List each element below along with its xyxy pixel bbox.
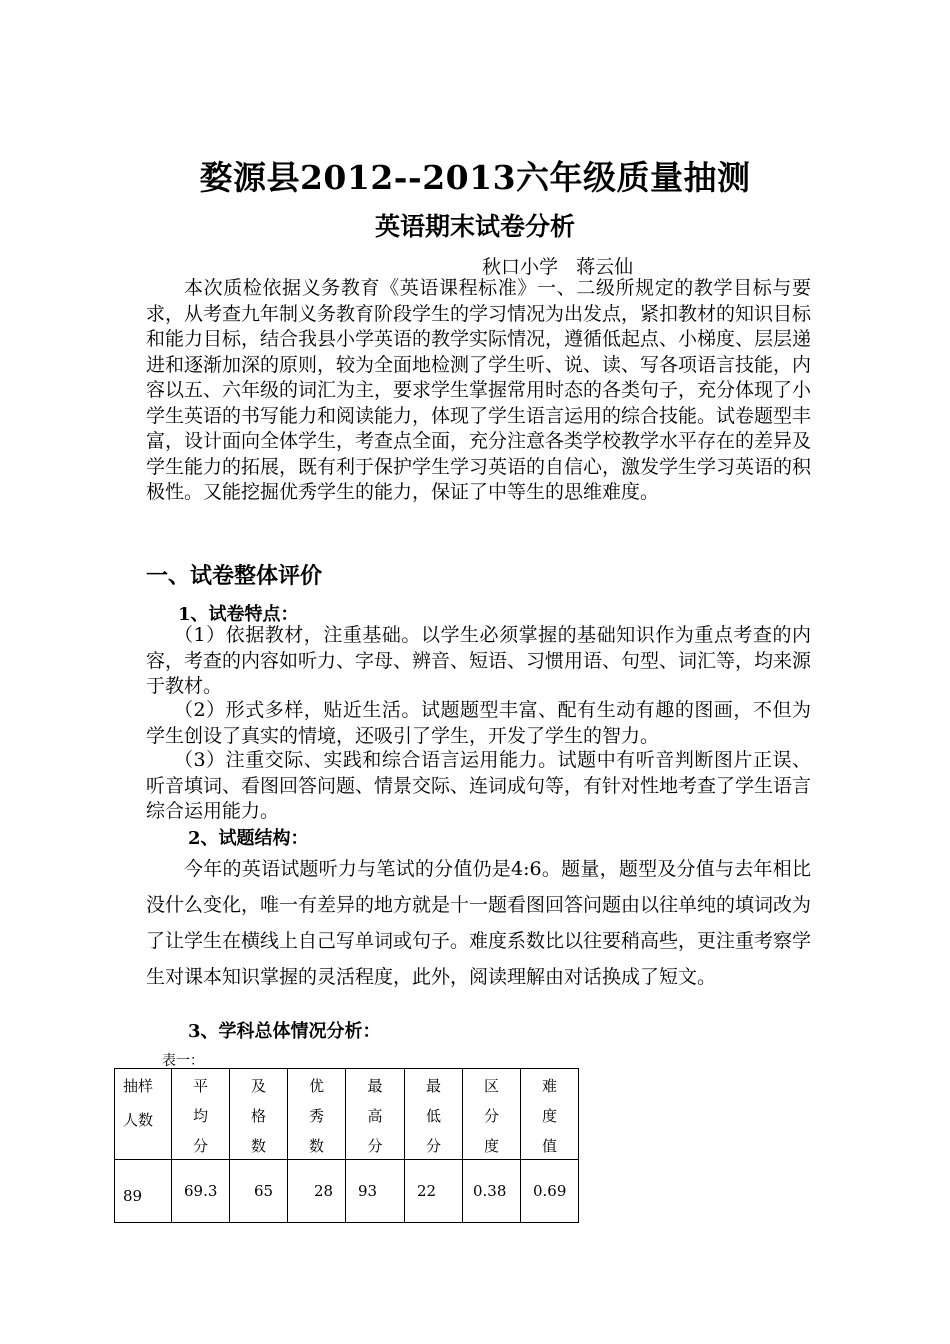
subheading-analysis: 3、学科总体情况分析：	[188, 1021, 381, 1042]
value-cell: 89	[115, 1160, 172, 1223]
document-title: 婺源县2012--2013六年级质量抽测	[199, 158, 751, 197]
author-line: 秋口小学 蒋云仙	[482, 256, 634, 278]
header-cell: 最 高 分	[346, 1069, 405, 1160]
header-cell: 及 格 数	[230, 1069, 288, 1160]
header-cell: 优 秀 数	[288, 1069, 346, 1160]
header-cell: 最 低 分	[405, 1069, 463, 1160]
header-cell: 抽样 人数	[115, 1069, 172, 1160]
point-1: （1）依据教材，注重基础。以学生必须掌握的基础知识作为重点考查的内容，考查的内容如听力、字母、辨音、短语、习惯用语、句型、词汇等，均来源于教材。	[146, 624, 812, 697]
subheading-structure: 2、试题结构：	[188, 828, 309, 849]
section-heading: 一、试卷整体评价	[146, 563, 323, 589]
document-subtitle: 英语期末试卷分析	[374, 212, 575, 241]
structure-paragraph: 今年的英语试题听力与笔试的分值仍是4:6。题量，题型及分值与去年相比没什么变化，唯一有差异的地方就是十一题看图回答问题由以往单纯的填词改为了让学生在横线上自己写单词或句子。难度系数比以往要稍高些，更注重考察学生对课本知识掌握的灵活程度，此外，阅读理解由对话换成了短文。	[146, 858, 812, 988]
header-cell: 区 分 度	[463, 1069, 521, 1160]
table-caption: 表一：	[162, 1053, 204, 1069]
point-3: （3）注重交际、实践和综合语言运用能力。试题中有听音判断图片正误、听音填词、看图回答问题、情景交际、连词成句等，有针对性地考查了学生语言综合运用能力。	[146, 749, 812, 822]
table-header-row	[115, 1069, 579, 1160]
value-cell: 93	[346, 1160, 405, 1223]
subheading-features: 1、试卷特点：	[178, 604, 299, 625]
value-cell: 22	[405, 1160, 463, 1223]
table-row	[115, 1160, 579, 1223]
value-cell: 28	[288, 1160, 346, 1223]
header-cell: 平 均 分	[172, 1069, 230, 1160]
value-cell: 69.3	[172, 1160, 230, 1223]
stats-table	[114, 1068, 579, 1223]
value-cell: 0.69	[521, 1160, 579, 1223]
value-cell: 0.38	[463, 1160, 521, 1223]
header-cell: 难 度 值	[521, 1069, 579, 1160]
point-2: （2）形式多样，贴近生活。试题题型丰富、配有生动有趣的图画，不但为学生创设了真实的情境，还吸引了学生，开发了学生的智力。	[146, 699, 811, 747]
intro-paragraph: 本次质检依据义务教育《英语课程标准》一、二级所规定的教学目标与要求，从考查九年制义务教育阶段学生的学习情况为出发点，紧扣教材的知识目标和能力目标，结合我县小学英语的教学实际情况，遵循低起点、小梯度、层层递进和逐渐加深的原则，较为全面地检测了学生听、说、读、写各项语言技能，内容以五、六年级的词汇为主，要求学生掌握常用时态的各类句子，充分体现了小学生英语的书写能力和阅读能力，体现了学生语言运用的综合技能。试卷题型丰富，设计面向全体学生，考查点全面，充分注意各类学校教学水平存在的差异及学生能力的拓展，既有利于保护学生学习英语的自信心，激发学生学习英语的积极性。又能挖掘优秀学生的能力，保证了中等生的思维难度。	[146, 277, 812, 503]
value-cell: 65	[230, 1160, 288, 1223]
